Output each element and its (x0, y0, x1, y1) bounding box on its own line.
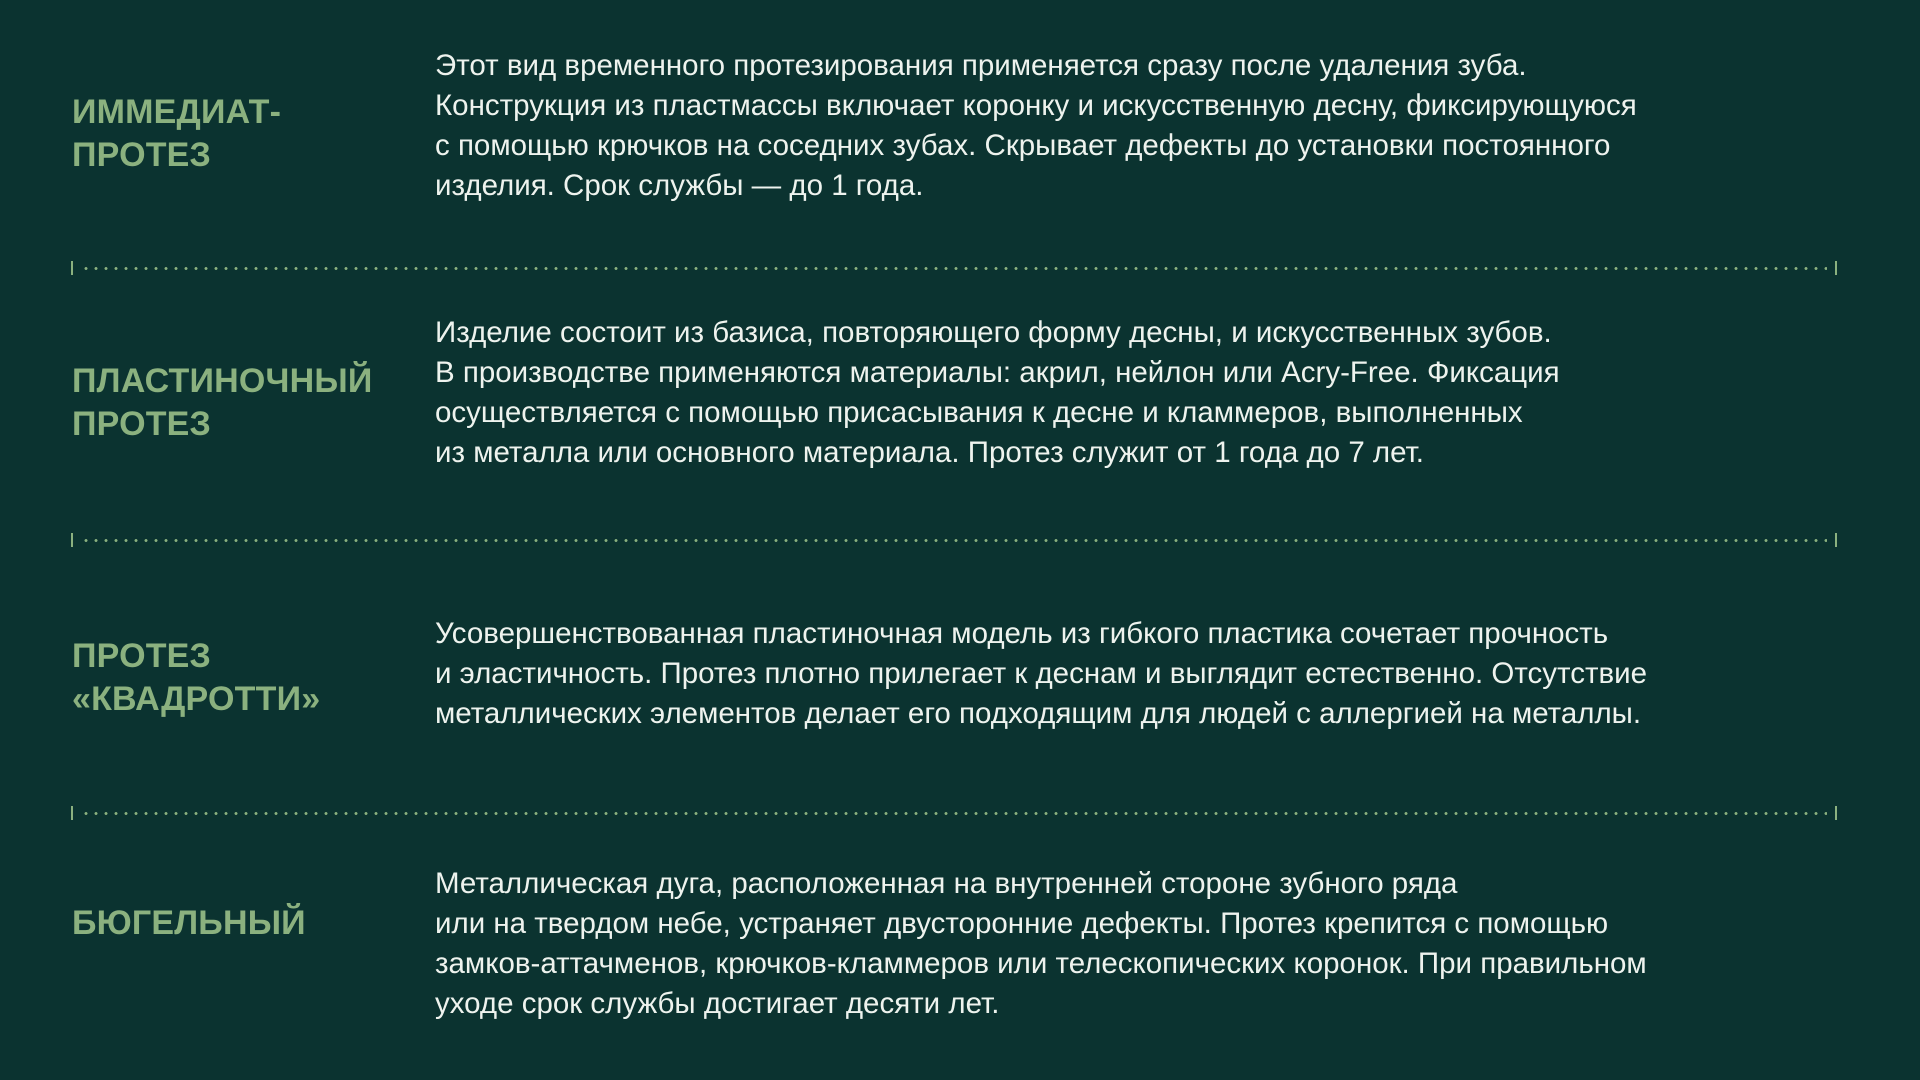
item-description (435, 46, 1835, 206)
item-title (72, 635, 402, 721)
description-line: осуществляется с помощью присасывания к десне и кламмеров, выполненных (435, 396, 1523, 429)
item-title-line: ПЛАСТИНОЧНЫЙ (72, 362, 373, 400)
description-line: или на твердом небе, устраняет двусторонние дефекты. Протез крепится с помощью (435, 907, 1609, 940)
item-title (72, 360, 402, 446)
description-line: уходе срок службы достигает десяти лет. (435, 987, 1000, 1020)
item-title-line: ПРОТЕЗ (72, 136, 212, 174)
description-line: Усовершенствованная пластиночная модель из гибкого пластика сочетает прочность (435, 617, 1609, 650)
description-line: замков-аттачменов, крючков-кламмеров или телескопических коронок. При правильном (435, 947, 1647, 980)
item-description (435, 614, 1835, 734)
description-line: Металлическая дуга, расположенная на внутренней стороне зубного ряда (435, 867, 1458, 900)
description-line: Конструкция из пластмассы включает коронку и искусственную десну, фиксирующуюся (435, 89, 1637, 122)
dotted-divider (71, 533, 1837, 547)
description-line: В производстве применяются материалы: акрил, нейлон или Acry-Free. Фиксация (435, 356, 1560, 389)
item-description (435, 864, 1835, 1024)
description-line: металлических элементов делает его подходящим для людей с аллергией на металлы. (435, 697, 1642, 730)
item-title-line: ПРОТЕЗ (72, 637, 212, 675)
item-description (435, 313, 1835, 473)
item-title (72, 902, 402, 945)
dotted-divider (71, 806, 1837, 820)
dotted-divider (71, 261, 1837, 275)
description-line: с помощью крючков на соседних зубах. Скрывает дефекты до установки постоянного (435, 129, 1611, 162)
description-line: из металла или основного материала. Протез служит от 1 года до 7 лет. (435, 436, 1424, 469)
item-title-line: ИММЕДИАТ- (72, 93, 282, 131)
description-line: Этот вид временного протезирования применяется сразу после удаления зуба. (435, 49, 1527, 82)
item-title (72, 91, 402, 177)
description-line: изделия. Срок службы — до 1 года. (435, 169, 924, 202)
description-line: и эластичность. Протез плотно прилегает к деснам и выглядит естественно. Отсутствие (435, 657, 1648, 690)
item-title-line: БЮГЕЛЬНЫЙ (72, 904, 306, 942)
description-line: Изделие состоит из базиса, повторяющего форму десны, и искусственных зубов. (435, 316, 1552, 349)
item-title-line: ПРОТЕЗ (72, 405, 212, 443)
item-title-line: «КВАДРОТТИ» (72, 680, 321, 718)
